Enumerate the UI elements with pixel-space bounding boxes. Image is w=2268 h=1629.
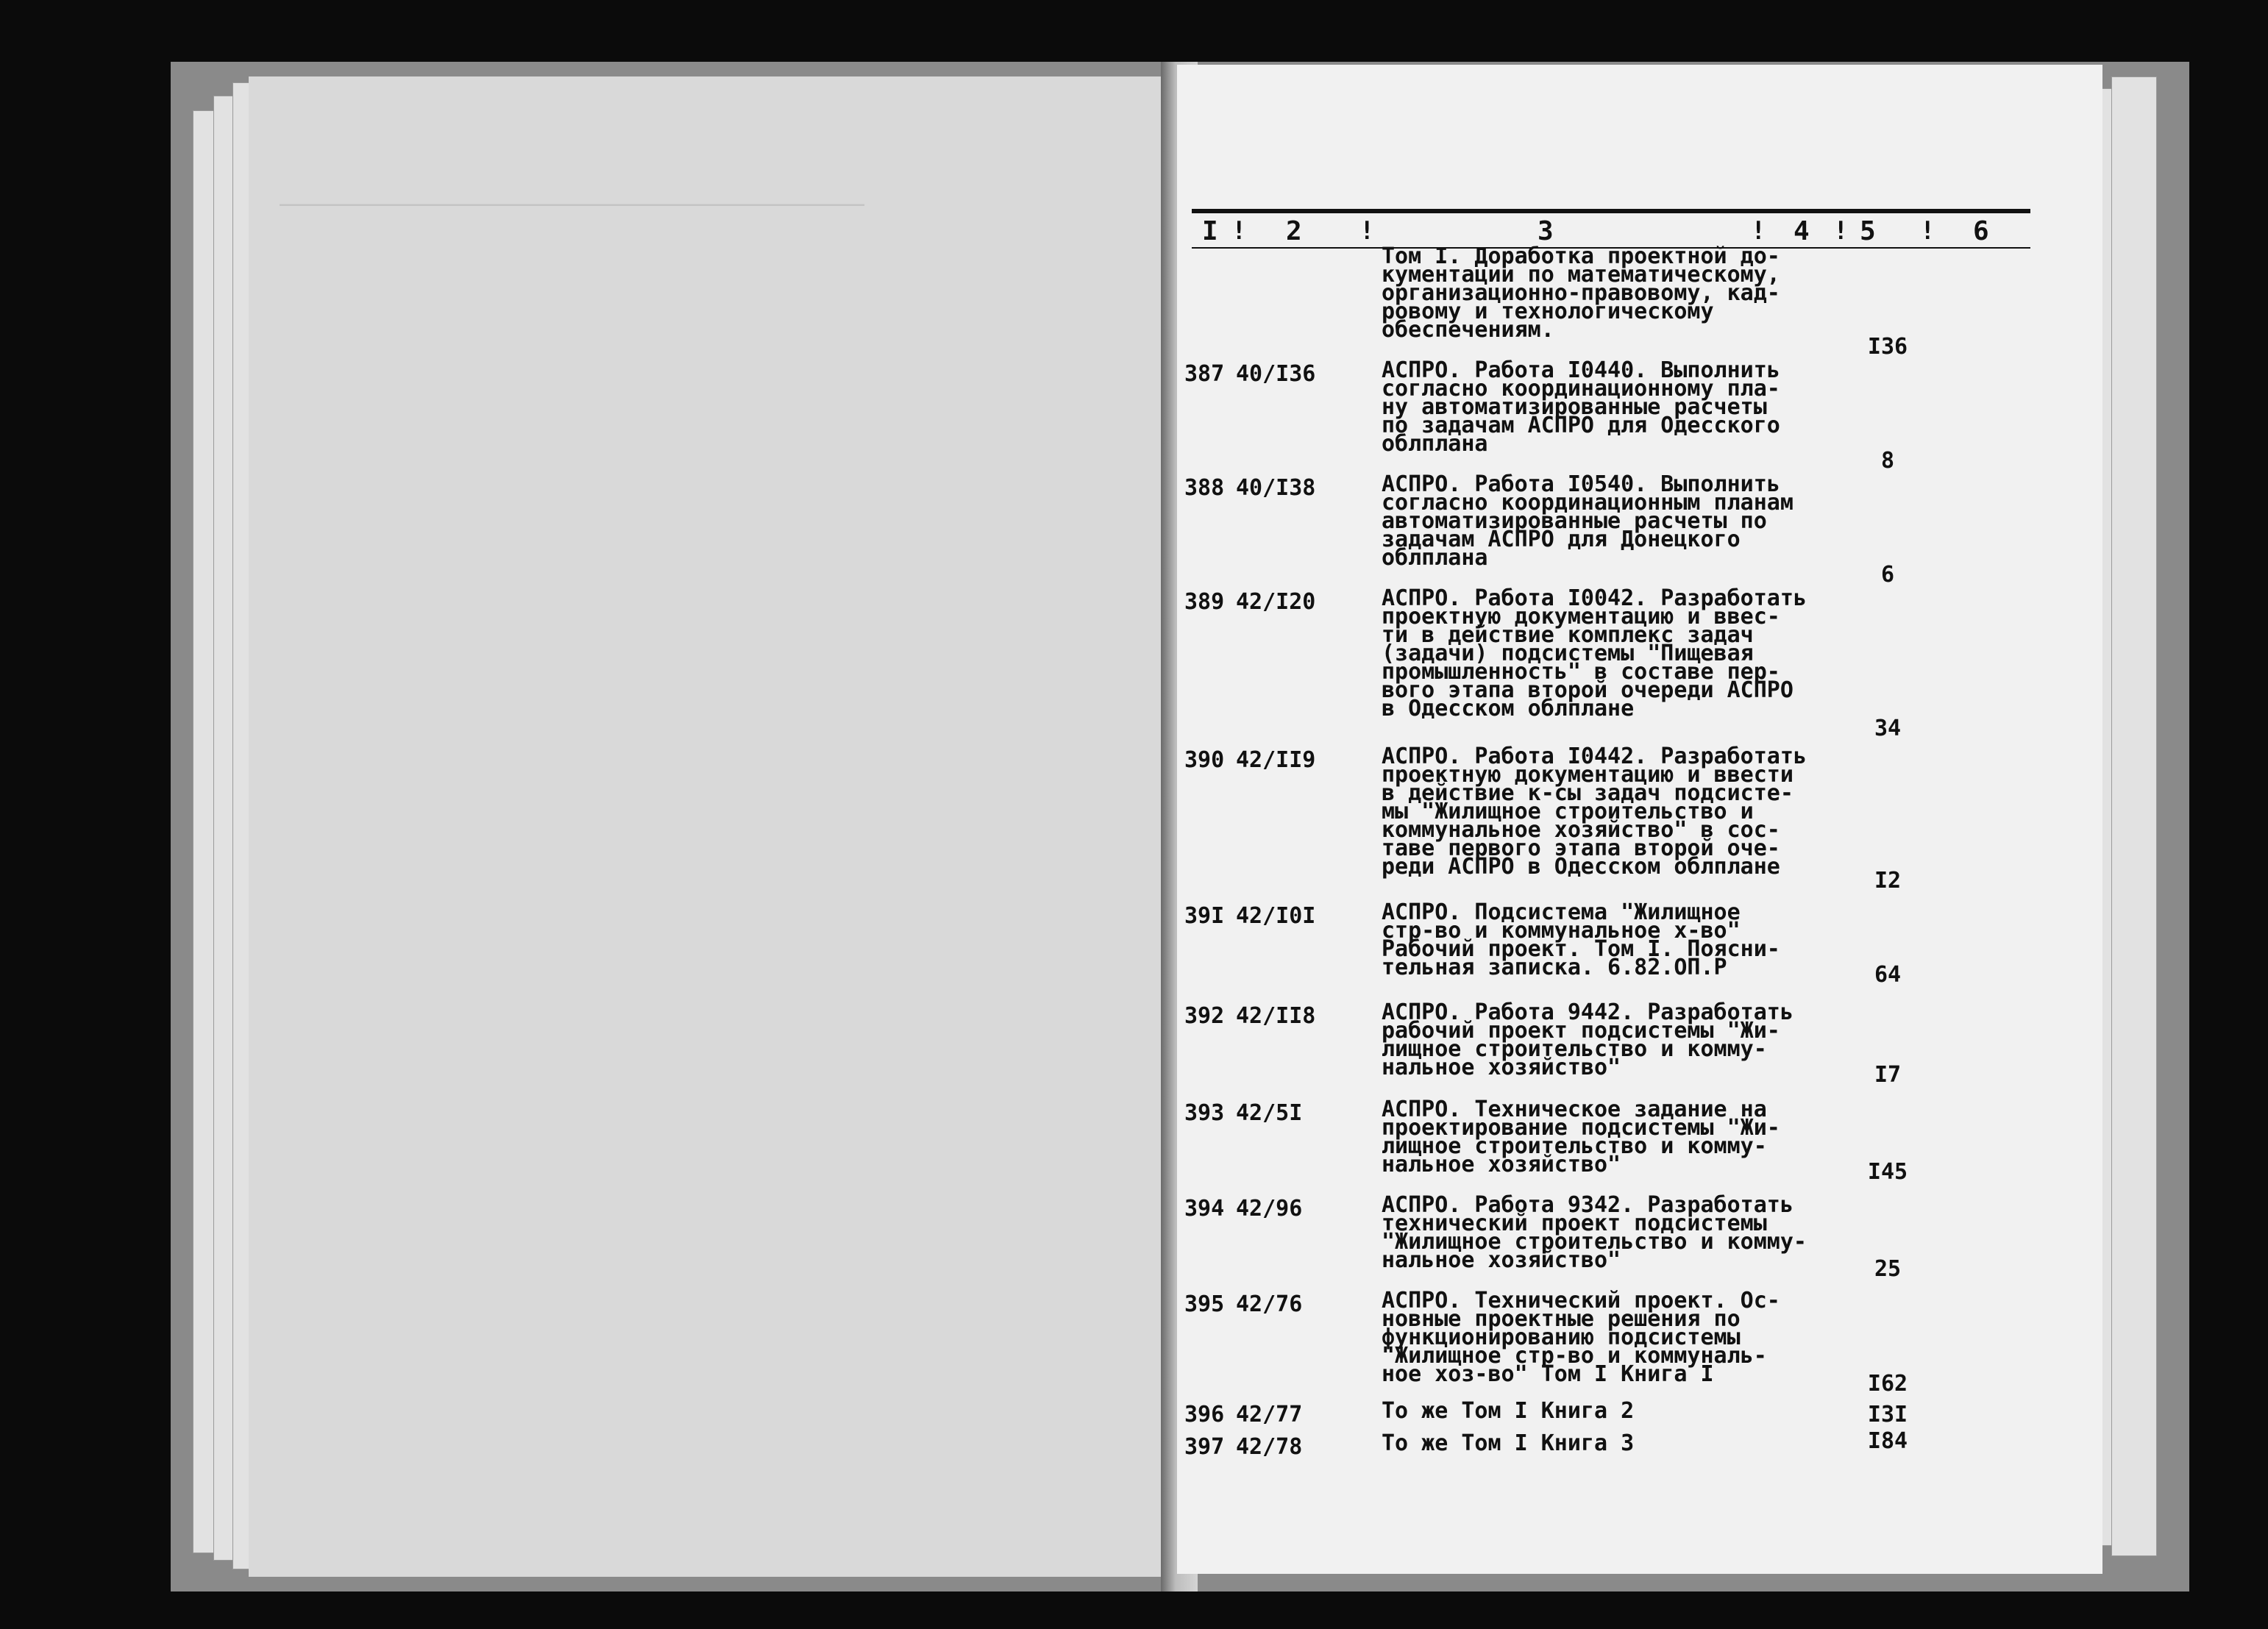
bleed-through-texture: ────────────────────────────────────────────: [280, 193, 864, 218]
row-pages: 25: [1874, 1256, 1902, 1282]
row-code: 42/I20: [1236, 589, 1316, 615]
row-description: АСПРО. Работа I0042. Разработать проектную документацию и ввес- ти в действие комплекс задач (задачи) подсистемы "Пищевая промышленность" в составе пер- вого этапа второй очереди АСПРО в Одесском облплане: [1382, 585, 1807, 721]
row-number: 39I: [1184, 903, 1225, 929]
row-description: АСПРО. Работа 9342. Разработать технический проект подсистемы "Жилищное строительство и комму- нальное хозяйство": [1382, 1192, 1807, 1273]
header-col2: 2: [1286, 216, 1302, 246]
row-number: 390: [1184, 747, 1225, 773]
row-pages: I3I: [1867, 1402, 1908, 1427]
table-header: [1192, 209, 2030, 249]
header-col3: 3: [1538, 216, 1554, 246]
header-col5: 5: [1860, 216, 1876, 246]
row-description: АСПРО. Работа I0440. Выполнить согласно координационному пла- ну автоматизированные расчеты по задачам АСПРО для Одесского облплана: [1382, 357, 1780, 457]
row-number: 396: [1184, 1402, 1225, 1427]
row-pages: I45: [1867, 1159, 1908, 1185]
row-description: То же Том I Книга 2: [1382, 1398, 1635, 1424]
row-description: АСПРО. Работа 9442. Разработать рабочий проект подсистемы "Жи- лищное строительство и комму- нальное хозяйство": [1382, 999, 1794, 1080]
row-description: То же Том I Книга 3: [1382, 1430, 1635, 1456]
row-code: 40/I38: [1236, 475, 1316, 501]
row-number: 394: [1184, 1196, 1225, 1222]
row-number: 388: [1184, 475, 1225, 501]
row-number: 392: [1184, 1003, 1225, 1029]
header-col1: I: [1202, 216, 1218, 246]
row-description: АСПРО. Работа I0442. Разработать проектную документацию и ввести в действие к-сы задач подсисте- мы "Жилищное строительство и коммунальное хозяйство" в сос- таве первого этапа второй оче- реди АСПРО в Одесском облплане: [1382, 744, 1807, 880]
row-code: 42/II8: [1236, 1003, 1316, 1029]
row-code: 40/I36: [1236, 361, 1316, 387]
row-number: 393: [1184, 1100, 1225, 1126]
row-number: 389: [1184, 589, 1225, 615]
row-pages: 64: [1874, 962, 1902, 988]
row-description: АСПРО. Подсистема "Жилищное стр-во и коммунальное х-во" Рабочий проект. Том I. Поясни- тельная записка. 6.82.ОП.Р: [1382, 899, 1780, 980]
header-separator: !: [1920, 216, 1935, 246]
row-code: 42/77: [1236, 1402, 1303, 1427]
row-code: 42/96: [1236, 1196, 1303, 1222]
right-page-edge: [2111, 76, 2157, 1556]
header-separator: !: [1359, 216, 1375, 246]
row-pages: I2: [1874, 868, 1902, 894]
row-description: АСПРО. Технический проект. Ос- новные проектные решения по функционированию подсистемы "Жилищное стр-во и коммуналь- ное хоз-во" Том I Книга I: [1382, 1288, 1780, 1387]
header-separator: !: [1833, 216, 1849, 246]
row-pages: I84: [1867, 1428, 1908, 1454]
row-pages: 34: [1874, 716, 1902, 741]
header-col6: 6: [1973, 216, 1989, 246]
row-code: 42/I0I: [1236, 903, 1316, 929]
row-code: 42/78: [1236, 1434, 1303, 1460]
row-pages: 8: [1880, 448, 1895, 474]
row-pages: I36: [1867, 334, 1908, 360]
row-pages: 6: [1880, 562, 1895, 588]
row-code: 42/II9: [1236, 747, 1316, 773]
row-code: 42/76: [1236, 1291, 1303, 1317]
row-description: АСПРО. Техническое задание на проектирование подсистемы "Жи- лищное строительство и комму- нальное хозяйство": [1382, 1097, 1780, 1177]
row-number: 387: [1184, 361, 1225, 387]
row-pages: I7: [1874, 1062, 1902, 1088]
header-col4: 4: [1794, 216, 1810, 246]
header-separator: !: [1751, 216, 1766, 246]
row-pages: I62: [1867, 1371, 1908, 1397]
header-separator: !: [1231, 216, 1247, 246]
row-description: Том I. Доработка проектной до- кументации по математическому, организационно-правовому, кад- ровому и технологическому обеспечениям.: [1382, 243, 1780, 343]
row-description: АСПРО. Работа I0540. Выполнить согласно координационным планам автоматизированные расчеты по задачам АСПРО для Донецкого облплана: [1382, 471, 1794, 571]
row-code: 42/5I: [1236, 1100, 1303, 1126]
row-number: 395: [1184, 1291, 1225, 1317]
row-number: 397: [1184, 1434, 1225, 1460]
